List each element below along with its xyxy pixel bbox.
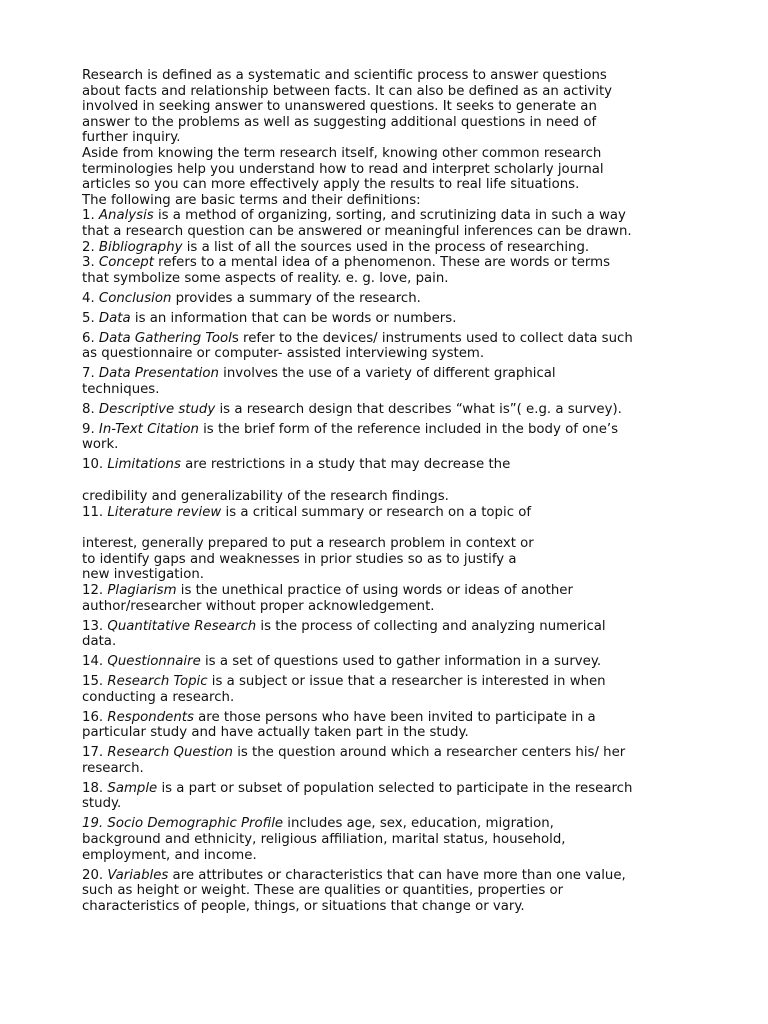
item-number: 10. xyxy=(82,457,108,473)
definition-item-data xyxy=(82,311,708,327)
intro-line: involved in seeking answer to unanswered questions. It seeks to generate an xyxy=(82,99,597,115)
definition-item-plagiarism xyxy=(82,583,708,614)
item-number: 14. xyxy=(82,654,108,670)
term: Descriptive study xyxy=(98,401,216,417)
intro-line: Aside from knowing the term research itself, knowing other common research xyxy=(82,145,602,161)
definition-text: is an information that can be words or numbers. xyxy=(130,310,457,326)
item-number: 16. xyxy=(82,709,108,725)
definition-text: is a subject or issue that a researcher is interested in when xyxy=(207,674,606,690)
definition-item-quantitative-research xyxy=(82,619,708,650)
intro-line: answer to the problems as well as suggesting additional questions in need of xyxy=(82,114,597,130)
definition-item-research-question xyxy=(82,745,708,776)
term: Data xyxy=(98,310,131,326)
term: Plagiarism xyxy=(107,582,177,598)
definition-item-data-presentation xyxy=(82,366,708,397)
definition-text: author/researcher without proper acknowledgement. xyxy=(82,598,435,614)
definition-text: to identify gaps and weaknesses in prior studies so as to justify a xyxy=(82,551,517,567)
definition-text: is a set of questions used to gather information in a survey. xyxy=(200,654,602,670)
intro-line: further inquiry. xyxy=(82,130,181,146)
term: Literature review xyxy=(107,504,222,520)
term: Research Topic xyxy=(107,674,208,690)
term: Data Presentation xyxy=(98,366,219,382)
item-number: 2. xyxy=(82,239,99,255)
definition-text: are attributes or characteristics that can have more than one value, xyxy=(168,867,626,883)
item-number: 18. xyxy=(82,780,108,796)
term: Questionnaire xyxy=(107,654,201,670)
definition-text: is the question around which a researcher centers his/ her xyxy=(232,745,626,761)
intro-line: Research is defined as a systematic and scientific process to answer questions xyxy=(82,68,607,83)
definition-text: is a method of organizing, sorting, and scrutinizing data in such a way xyxy=(153,208,626,224)
definition-text: is the brief form of the reference included in the body of one’s xyxy=(198,421,619,437)
definition-item-conclusion xyxy=(82,291,708,307)
definition-text: new investigation. xyxy=(82,567,205,583)
item-number: 8. xyxy=(82,401,99,417)
definition-text: are restrictions in a study that may decrease the xyxy=(180,457,511,473)
definition-text: that a research question can be answered or meaningful inferences can be drawn. xyxy=(82,223,632,239)
definition-item-questionnaire xyxy=(82,654,708,670)
definition-text: work. xyxy=(82,437,119,453)
definition-item-analysis xyxy=(82,208,708,239)
term: Research Question xyxy=(107,745,233,761)
intro-line: terminologies help you understand how to read and interpret scholarly journal xyxy=(82,161,604,177)
definition-text: characteristics of people, things, or situations that change or vary. xyxy=(82,898,525,914)
definition-text: is the process of collecting and analyzing numerical xyxy=(256,618,606,634)
definition-text: are those persons who have been invited to participate in a xyxy=(193,709,596,725)
intro-line: about facts and relationship between facts. It can also be defined as an activity xyxy=(82,83,613,99)
item-number: 11. xyxy=(82,504,108,520)
intro-line: articles so you can more effectively apply the results to real life situations. xyxy=(82,177,580,193)
definition-item-descriptive-study xyxy=(82,402,708,418)
definition-item-respondents xyxy=(82,710,708,741)
definition-item-literature-review xyxy=(82,505,708,583)
definition-text: includes age, sex, education, migration, xyxy=(283,816,554,832)
definition-text: credibility and generalizability of the research findings. xyxy=(82,488,449,504)
term: Data Gathering Tool xyxy=(98,330,232,346)
term: Sample xyxy=(107,780,158,796)
definition-text: techniques. xyxy=(82,381,160,397)
definition-text: involves the use of a variety of different graphical xyxy=(218,366,556,382)
term: Bibliography xyxy=(98,239,183,255)
definition-item-limitations xyxy=(82,457,708,504)
item-number: 13. xyxy=(82,618,108,634)
item-number: 1. xyxy=(82,208,99,224)
definition-item-data-gathering-tools xyxy=(82,331,708,362)
definition-text: is a research design that describes “what is”( e.g. a survey). xyxy=(215,401,622,417)
item-number: 15. xyxy=(82,674,108,690)
definition-text: data. xyxy=(82,634,117,650)
definition-text: s refer to the devices/ instruments used to collect data such xyxy=(231,330,633,346)
definition-item-bibliography xyxy=(82,240,708,256)
item-number: 17. xyxy=(82,745,108,761)
definition-text: particular study and have actually taken part in the study. xyxy=(82,725,469,741)
definition-list xyxy=(82,208,708,914)
definition-text: such as height or weight. These are qualities or quantities, properties or xyxy=(82,883,564,899)
definition-item-socio-demographic-profile xyxy=(82,816,708,863)
term: Analysis xyxy=(98,208,154,224)
definition-text: study. xyxy=(82,796,122,812)
item-number: 19. xyxy=(82,816,108,832)
term: Limitations xyxy=(107,457,181,473)
item-number: 7. xyxy=(82,366,99,382)
definition-text: is a critical summary or research on a topic of xyxy=(221,504,532,520)
definition-text: as questionnaire or computer- assisted interviewing system. xyxy=(82,346,485,362)
item-number: 20. xyxy=(82,867,108,883)
item-number: 12. xyxy=(82,582,108,598)
intro-paragraph xyxy=(82,68,708,208)
term: In-Text Citation xyxy=(98,421,199,437)
term: Conclusion xyxy=(98,290,172,306)
term: Socio Demographic Profile xyxy=(107,816,284,832)
term: Concept xyxy=(98,255,154,271)
definition-item-variables xyxy=(82,868,708,915)
definition-text: conducting a research. xyxy=(82,689,235,705)
item-number: 5. xyxy=(82,310,99,326)
definition-text: refers to a mental idea of a phenomenon. These are words or terms xyxy=(153,255,611,271)
definition-text: is a part or subset of population selected to participate in the research xyxy=(157,780,633,796)
definition-text: employment, and income. xyxy=(82,847,257,863)
definition-text: is the unethical practice of using words or ideas of another xyxy=(176,582,573,598)
definition-item-sample xyxy=(82,781,708,812)
item-number: 6. xyxy=(82,330,99,346)
definition-item-in-text-citation xyxy=(82,422,708,453)
definition-text: interest, generally prepared to put a research problem in context or xyxy=(82,536,534,552)
definition-text: research. xyxy=(82,760,144,776)
definition-text: provides a summary of the research. xyxy=(171,290,421,306)
item-number: 3. xyxy=(82,255,99,271)
term: Variables xyxy=(107,867,169,883)
item-number: 4. xyxy=(82,290,99,306)
intro-line: The following are basic terms and their definitions: xyxy=(82,192,421,208)
definition-item-research-topic xyxy=(82,674,708,705)
definition-item-concept xyxy=(82,255,708,286)
item-number: 9. xyxy=(82,421,99,437)
term: Respondents xyxy=(107,709,194,725)
definition-text: is a list of all the sources used in the process of researching. xyxy=(182,239,590,255)
definition-text: background and ethnicity, religious affiliation, marital status, household, xyxy=(82,832,566,847)
term: Quantitative Research xyxy=(107,618,257,634)
definition-text: that symbolize some aspects of reality. e. g. love, pain. xyxy=(82,270,449,286)
